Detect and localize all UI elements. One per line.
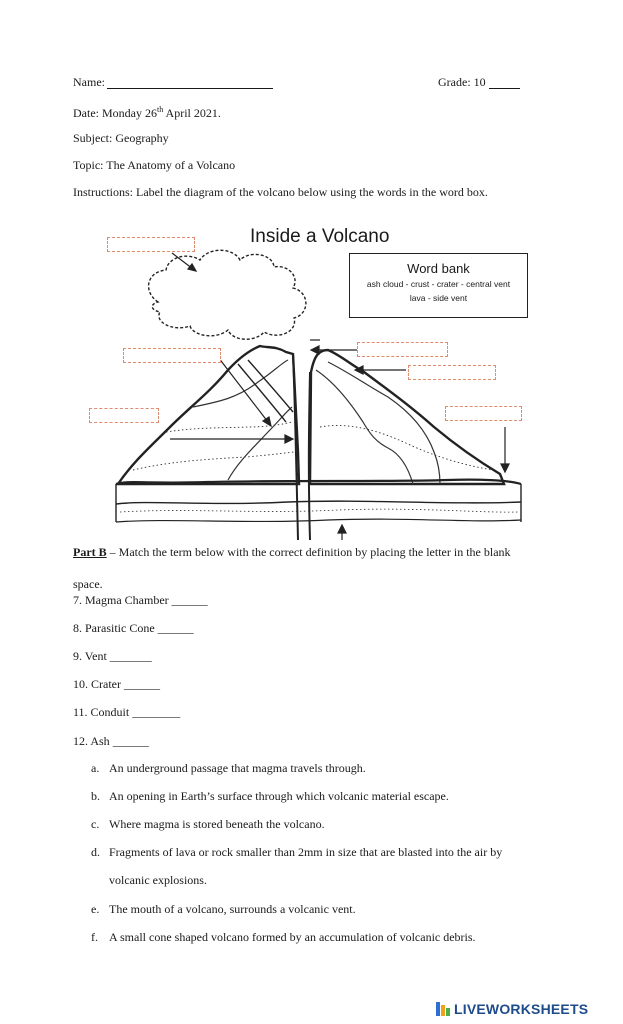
definition-f: f. A small cone shaped volcano formed by an accumulation of volcanic debris. bbox=[91, 930, 476, 944]
label-box-lava[interactable] bbox=[89, 408, 159, 423]
word-bank-title: Word bank bbox=[407, 261, 470, 276]
date-line: Date: Monday 26th April 2021. bbox=[73, 105, 221, 120]
rock-layer-right-1 bbox=[316, 370, 413, 484]
label-box-central-vent[interactable] bbox=[408, 365, 496, 380]
rock-layer-right-3 bbox=[320, 426, 493, 470]
part-b-heading: Part B bbox=[73, 545, 107, 559]
definition-a: a. An underground passage that magma travels through. bbox=[91, 761, 366, 775]
word-bank-words-2: lava - side vent bbox=[409, 293, 468, 303]
term-7[interactable]: 7. Magma Chamber ______ bbox=[73, 593, 208, 607]
liveworksheets-logo[interactable] bbox=[436, 1001, 588, 1020]
grade-input[interactable] bbox=[489, 76, 520, 89]
ash-cloud bbox=[149, 250, 306, 339]
term-11[interactable]: 11. Conduit ________ bbox=[73, 705, 181, 719]
label-box-ash-cloud[interactable] bbox=[107, 237, 195, 252]
liveworksheets-logo-icon bbox=[436, 1001, 452, 1020]
crust-lower bbox=[116, 519, 521, 522]
part-b-intro: Part B – Match the term below with the correct definition by placing the letter in the blank space. bbox=[73, 545, 511, 591]
label-box-crater[interactable] bbox=[357, 342, 448, 357]
term-8[interactable]: 8. Parasitic Cone ______ bbox=[73, 621, 194, 635]
logo-text: LIVEWORKSHEETS bbox=[454, 1001, 589, 1017]
rock-layer-left-1 bbox=[133, 452, 294, 470]
definition-c: c. Where magma is stored beneath the volcano. bbox=[91, 817, 325, 831]
crust-dotted-layer bbox=[120, 509, 518, 512]
word-bank bbox=[349, 253, 528, 318]
definition-b: b. An opening in Earth’s surface through which volcanic material escape. bbox=[91, 789, 449, 803]
term-12[interactable]: 12. Ash ______ bbox=[73, 734, 149, 748]
crust-bottom bbox=[116, 501, 521, 504]
rock-layer-right-2 bbox=[328, 362, 440, 484]
name-label: Name: bbox=[73, 75, 105, 89]
topic-line: Topic: The Anatomy of a Volcano bbox=[73, 158, 236, 172]
definition-d: d. Fragments of lava or rock smaller than 2mm in size that are blasted into the air by bbox=[91, 845, 503, 859]
definition-e: e. The mouth of a volcano, surrounds a volcanic vent. bbox=[91, 902, 356, 916]
grade-label: Grade: 10 bbox=[438, 75, 486, 89]
label-box-crust[interactable] bbox=[445, 406, 522, 421]
subject-line: Subject: Geography bbox=[73, 131, 169, 145]
diagram-title: Inside a Volcano bbox=[250, 226, 390, 247]
word-bank-words-1: ash cloud - crust - crater - central vent bbox=[366, 279, 511, 289]
term-9[interactable]: 9. Vent _______ bbox=[73, 649, 152, 663]
side-vent bbox=[238, 360, 293, 422]
definition-d-continued: volcanic explosions. bbox=[109, 873, 207, 887]
term-10[interactable]: 10. Crater ______ bbox=[73, 677, 160, 691]
name-input[interactable] bbox=[107, 76, 273, 89]
label-box-side-vent[interactable] bbox=[123, 348, 221, 363]
instructions-line: Instructions: Label the diagram of the volcano below using the words in the word box. bbox=[73, 185, 488, 199]
